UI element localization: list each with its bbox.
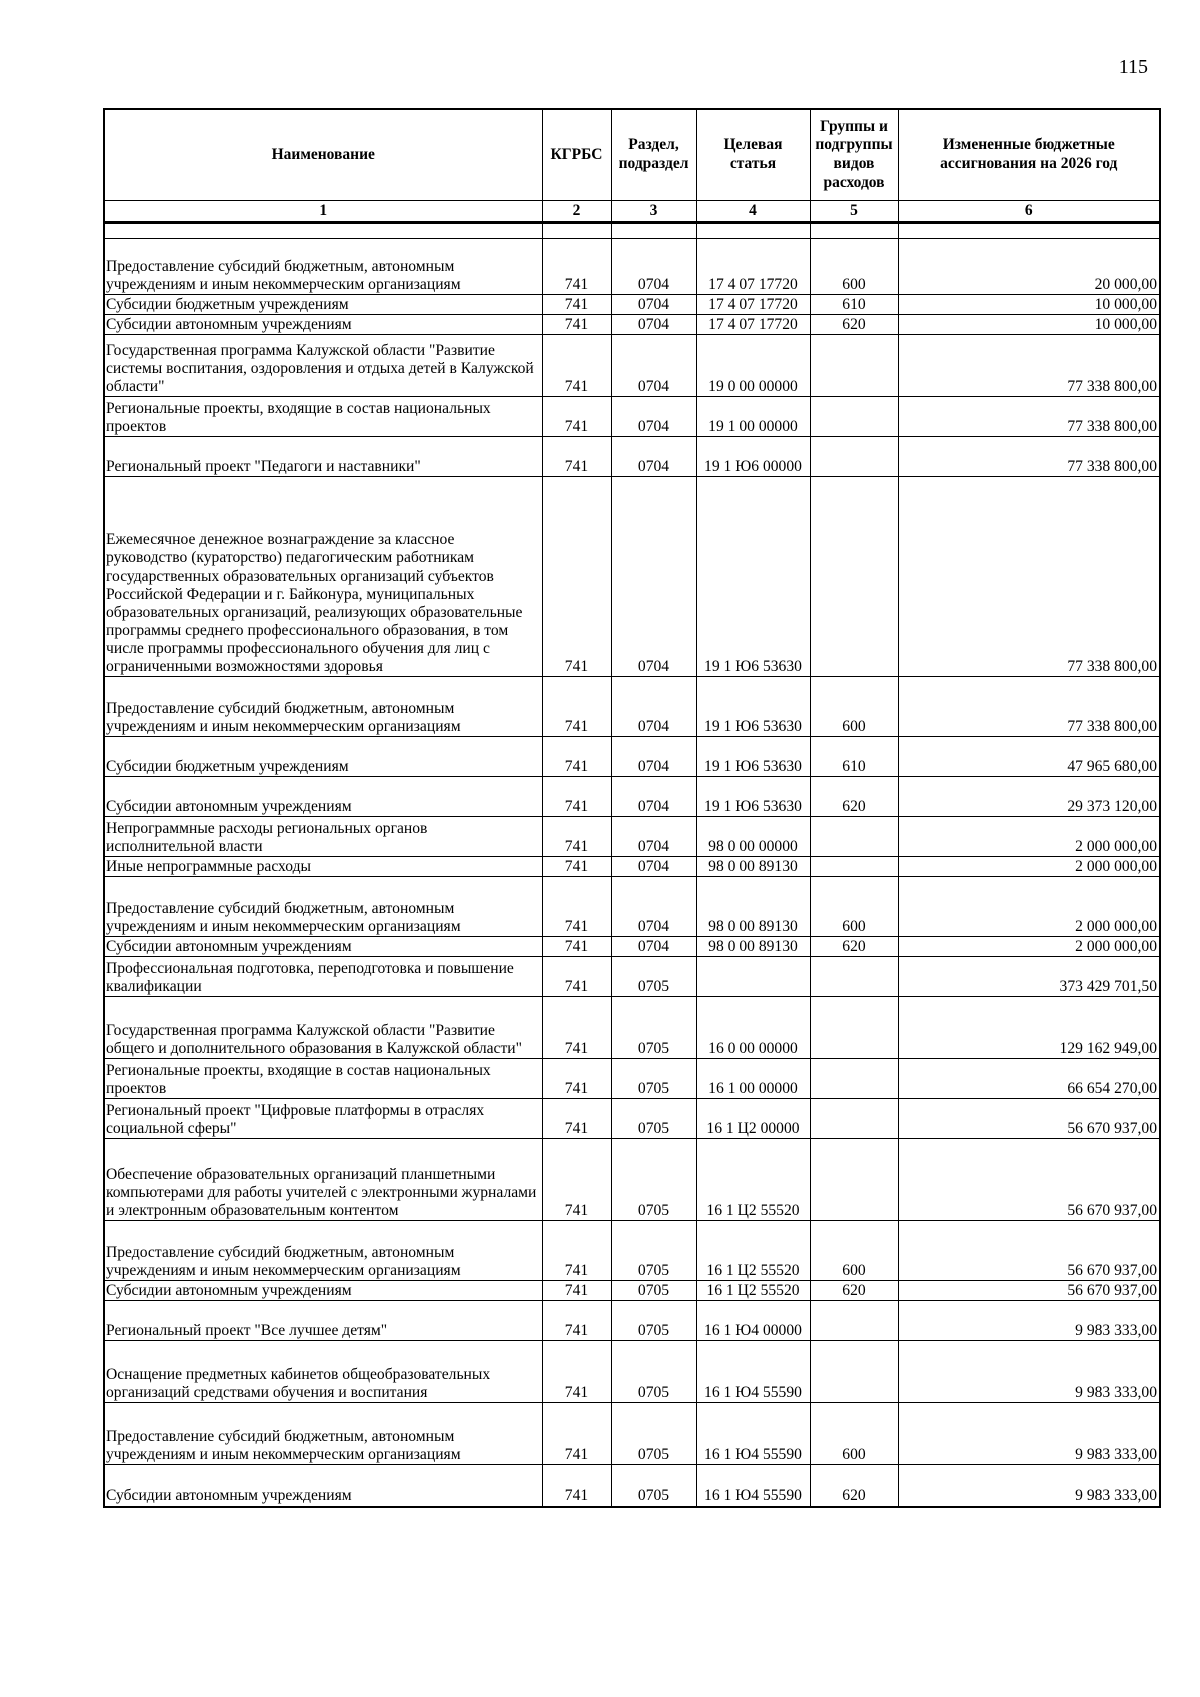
cell-amount: 2 000 000,00: [898, 937, 1160, 957]
spacer-cell: [104, 223, 542, 239]
cell-name: Региональный проект "Цифровые платформы в отраслях социальной сферы": [104, 1099, 542, 1139]
cell-amount: 2 000 000,00: [898, 817, 1160, 857]
cell-name: Субсидии бюджетным учреждениям: [104, 295, 542, 315]
cell-section: 0704: [611, 335, 696, 397]
cell-target: 98 0 00 89130: [696, 857, 810, 877]
cell-name: Субсидии автономным учреждениям: [104, 315, 542, 335]
cell-group: [810, 1341, 898, 1403]
cell-name: Региональные проекты, входящие в состав национальных проектов: [104, 397, 542, 437]
cell-target: 16 1 Ю4 55590: [696, 1403, 810, 1465]
cell-kgrbs: 741: [542, 239, 611, 295]
spacer-cell: [696, 223, 810, 239]
cell-target: 16 1 Ц2 55520: [696, 1281, 810, 1301]
cell-amount: 56 670 937,00: [898, 1281, 1160, 1301]
cell-target: 16 0 00 00000: [696, 997, 810, 1059]
cell-target: 16 1 Ц2 55520: [696, 1221, 810, 1281]
cell-amount: 9 983 333,00: [898, 1341, 1160, 1403]
cell-section: 0705: [611, 1059, 696, 1099]
header-name: Наименование: [104, 109, 542, 201]
table-row: [104, 1301, 1160, 1341]
cell-amount: 20 000,00: [898, 239, 1160, 295]
table-row: [104, 877, 1160, 937]
cell-group: [810, 817, 898, 857]
cell-amount: 56 670 937,00: [898, 1139, 1160, 1221]
cell-kgrbs: 741: [542, 295, 611, 315]
table-row: [104, 957, 1160, 997]
cell-amount: 77 338 800,00: [898, 677, 1160, 737]
cell-name: Предоставление субсидий бюджетным, автономным учреждениям и иным некоммерческим организациям: [104, 239, 542, 295]
cell-section: 0704: [611, 477, 696, 677]
cell-target: 19 1 Ю6 53630: [696, 737, 810, 777]
cell-amount: 47 965 680,00: [898, 737, 1160, 777]
cell-target: 17 4 07 17720: [696, 315, 810, 335]
cell-target: 16 1 Ц2 00000: [696, 1099, 810, 1139]
cell-kgrbs: 741: [542, 997, 611, 1059]
column-number: 5: [810, 201, 898, 223]
cell-group: [810, 397, 898, 437]
cell-group: [810, 437, 898, 477]
table-row: [104, 737, 1160, 777]
cell-name: Предоставление субсидий бюджетным, автономным учреждениям и иным некоммерческим организациям: [104, 1403, 542, 1465]
spacer-cell: [898, 223, 1160, 239]
cell-section: 0705: [611, 1341, 696, 1403]
cell-amount: 10 000,00: [898, 295, 1160, 315]
cell-amount: 129 162 949,00: [898, 997, 1160, 1059]
cell-kgrbs: 741: [542, 817, 611, 857]
cell-kgrbs: 741: [542, 1403, 611, 1465]
cell-name: Иные непрограммные расходы: [104, 857, 542, 877]
cell-group: [810, 1301, 898, 1341]
cell-group: [810, 997, 898, 1059]
cell-target: 19 1 Ю6 53630: [696, 477, 810, 677]
cell-section: 0704: [611, 397, 696, 437]
cell-section: 0704: [611, 877, 696, 937]
cell-kgrbs: 741: [542, 335, 611, 397]
cell-target: 17 4 07 17720: [696, 239, 810, 295]
cell-section: 0704: [611, 777, 696, 817]
cell-group: 600: [810, 877, 898, 937]
cell-section: 0705: [611, 957, 696, 997]
cell-name: Субсидии бюджетным учреждениям: [104, 737, 542, 777]
cell-group: [810, 477, 898, 677]
cell-amount: 77 338 800,00: [898, 335, 1160, 397]
cell-amount: 9 983 333,00: [898, 1403, 1160, 1465]
cell-section: 0705: [611, 1403, 696, 1465]
column-number: 2: [542, 201, 611, 223]
table-row: [104, 1139, 1160, 1221]
cell-section: 0704: [611, 817, 696, 857]
cell-name: Субсидии автономным учреждениям: [104, 1465, 542, 1507]
cell-section: 0705: [611, 1139, 696, 1221]
cell-target: 98 0 00 89130: [696, 877, 810, 937]
cell-group: [810, 957, 898, 997]
cell-kgrbs: 741: [542, 1301, 611, 1341]
header-target: Целевая статья: [696, 109, 810, 201]
cell-name: Обеспечение образовательных организаций планшетными компьютерами для работы учителей с электронными журналами и электронным образовательным контентом: [104, 1139, 542, 1221]
cell-target: 16 1 Ю4 00000: [696, 1301, 810, 1341]
cell-amount: 9 983 333,00: [898, 1301, 1160, 1341]
cell-name: Субсидии автономным учреждениям: [104, 777, 542, 817]
cell-name: Региональный проект "Педагоги и наставники": [104, 437, 542, 477]
table-row: [104, 857, 1160, 877]
spacer-cell: [611, 223, 696, 239]
header-groups: Группы и подгруппы видов расходов: [810, 109, 898, 201]
table-row: [104, 315, 1160, 335]
cell-kgrbs: 741: [542, 957, 611, 997]
cell-name: Региональные проекты, входящие в состав национальных проектов: [104, 1059, 542, 1099]
column-number: 3: [611, 201, 696, 223]
cell-section: 0704: [611, 677, 696, 737]
cell-kgrbs: 741: [542, 1099, 611, 1139]
column-number: 1: [104, 201, 542, 223]
spacer-cell: [810, 223, 898, 239]
cell-amount: 56 670 937,00: [898, 1099, 1160, 1139]
cell-amount: 66 654 270,00: [898, 1059, 1160, 1099]
spacer-row: [104, 223, 1160, 239]
cell-target: 19 1 Ю6 53630: [696, 677, 810, 737]
table-row: [104, 677, 1160, 737]
cell-amount: 77 338 800,00: [898, 397, 1160, 437]
cell-amount: 77 338 800,00: [898, 477, 1160, 677]
table-header-row: [104, 109, 1160, 201]
cell-amount: 9 983 333,00: [898, 1465, 1160, 1507]
cell-group: 600: [810, 1403, 898, 1465]
cell-kgrbs: 741: [542, 777, 611, 817]
cell-name: Региональный проект "Все лучшее детям": [104, 1301, 542, 1341]
cell-section: 0705: [611, 1301, 696, 1341]
cell-group: [810, 1059, 898, 1099]
cell-section: 0705: [611, 1099, 696, 1139]
cell-amount: 2 000 000,00: [898, 857, 1160, 877]
cell-amount: 373 429 701,50: [898, 957, 1160, 997]
cell-target: [696, 957, 810, 997]
cell-kgrbs: 741: [542, 315, 611, 335]
cell-section: 0705: [611, 1221, 696, 1281]
header-kgrbs: КГРБС: [542, 109, 611, 201]
table-row: [104, 1221, 1160, 1281]
cell-amount: 2 000 000,00: [898, 877, 1160, 937]
cell-section: 0705: [611, 1465, 696, 1507]
page-number: 115: [1118, 56, 1148, 78]
cell-section: 0705: [611, 1281, 696, 1301]
cell-name: Государственная программа Калужской области "Развитие системы воспитания, оздоровления и отдыха детей в Калужской области": [104, 335, 542, 397]
cell-kgrbs: 741: [542, 1465, 611, 1507]
cell-target: 16 1 Ю4 55590: [696, 1465, 810, 1507]
cell-kgrbs: 741: [542, 877, 611, 937]
cell-name: Субсидии автономным учреждениям: [104, 1281, 542, 1301]
cell-target: 16 1 Ц2 55520: [696, 1139, 810, 1221]
cell-section: 0704: [611, 857, 696, 877]
cell-section: 0704: [611, 239, 696, 295]
cell-name: Профессиональная подготовка, переподготовка и повышение квалификации: [104, 957, 542, 997]
header-amount: Измененные бюджетные ассигнования на 2026 год: [898, 109, 1160, 201]
cell-group: 620: [810, 1465, 898, 1507]
table-row: [104, 295, 1160, 315]
column-number: 4: [696, 201, 810, 223]
cell-section: 0704: [611, 295, 696, 315]
cell-name: Субсидии автономным учреждениям: [104, 937, 542, 957]
cell-group: 600: [810, 239, 898, 295]
cell-group: 620: [810, 777, 898, 817]
cell-section: 0704: [611, 737, 696, 777]
cell-group: 620: [810, 315, 898, 335]
cell-kgrbs: 741: [542, 737, 611, 777]
cell-name: Предоставление субсидий бюджетным, автономным учреждениям и иным некоммерческим организациям: [104, 877, 542, 937]
cell-kgrbs: 741: [542, 1281, 611, 1301]
cell-group: 620: [810, 937, 898, 957]
cell-group: [810, 335, 898, 397]
cell-kgrbs: 741: [542, 1341, 611, 1403]
cell-name: Предоставление субсидий бюджетным, автономным учреждениям и иным некоммерческим организациям: [104, 1221, 542, 1281]
table-row: [104, 817, 1160, 857]
cell-kgrbs: 741: [542, 1139, 611, 1221]
cell-kgrbs: 741: [542, 677, 611, 737]
cell-group: 610: [810, 295, 898, 315]
table-row: [104, 1281, 1160, 1301]
header-section: Раздел, подраздел: [611, 109, 696, 201]
cell-target: 16 1 00 00000: [696, 1059, 810, 1099]
cell-target: 19 1 Ю6 00000: [696, 437, 810, 477]
cell-group: 620: [810, 1281, 898, 1301]
column-number: 6: [898, 201, 1160, 223]
table-row: [104, 997, 1160, 1059]
table-row: [104, 239, 1160, 295]
cell-kgrbs: 741: [542, 937, 611, 957]
table-body: [104, 223, 1160, 1507]
cell-target: 19 1 00 00000: [696, 397, 810, 437]
cell-kgrbs: 741: [542, 1221, 611, 1281]
table-row: [104, 777, 1160, 817]
cell-target: 16 1 Ю4 55590: [696, 1341, 810, 1403]
cell-kgrbs: 741: [542, 1059, 611, 1099]
cell-amount: 10 000,00: [898, 315, 1160, 335]
cell-section: 0704: [611, 437, 696, 477]
cell-name: Оснащение предметных кабинетов общеобразовательных организаций средствами обучения и воспитания: [104, 1341, 542, 1403]
cell-target: 17 4 07 17720: [696, 295, 810, 315]
cell-group: [810, 1139, 898, 1221]
cell-name: Предоставление субсидий бюджетным, автономным учреждениям и иным некоммерческим организациям: [104, 677, 542, 737]
cell-section: 0705: [611, 997, 696, 1059]
cell-group: 600: [810, 1221, 898, 1281]
cell-name: Ежемесячное денежное вознаграждение за классное руководство (кураторство) педагогическим работникам государственных образовательных организаций субъектов Российской Федерации и г. Байконура, муниципальных образовательных организаций, реализующих образовательные программы среднего профессионального образования, в том числе программы профессионального обучения для лиц с ограниченными возможностями здоровья: [104, 477, 542, 677]
budget-table: [103, 108, 1161, 1508]
cell-kgrbs: 741: [542, 477, 611, 677]
table-row: [104, 1403, 1160, 1465]
cell-target: 19 0 00 00000: [696, 335, 810, 397]
cell-kgrbs: 741: [542, 437, 611, 477]
table-row: [104, 1099, 1160, 1139]
cell-target: 98 0 00 89130: [696, 937, 810, 957]
cell-amount: 77 338 800,00: [898, 437, 1160, 477]
cell-name: Непрограммные расходы региональных органов исполнительной власти: [104, 817, 542, 857]
cell-kgrbs: 741: [542, 857, 611, 877]
table-row: [104, 937, 1160, 957]
table-row: [104, 1465, 1160, 1507]
cell-amount: 56 670 937,00: [898, 1221, 1160, 1281]
cell-group: [810, 1099, 898, 1139]
cell-group: 600: [810, 677, 898, 737]
table-row: [104, 477, 1160, 677]
column-numbers-row: [104, 201, 1160, 223]
table-row: [104, 1059, 1160, 1099]
cell-section: 0704: [611, 315, 696, 335]
cell-kgrbs: 741: [542, 397, 611, 437]
cell-amount: 29 373 120,00: [898, 777, 1160, 817]
table-row: [104, 335, 1160, 397]
cell-target: 19 1 Ю6 53630: [696, 777, 810, 817]
cell-target: 98 0 00 00000: [696, 817, 810, 857]
table-row: [104, 1341, 1160, 1403]
cell-group: [810, 857, 898, 877]
table-row: [104, 397, 1160, 437]
cell-group: 610: [810, 737, 898, 777]
cell-section: 0704: [611, 937, 696, 957]
table-row: [104, 437, 1160, 477]
cell-name: Государственная программа Калужской области "Развитие общего и дополнительного образования в Калужской области": [104, 997, 542, 1059]
spacer-cell: [542, 223, 611, 239]
